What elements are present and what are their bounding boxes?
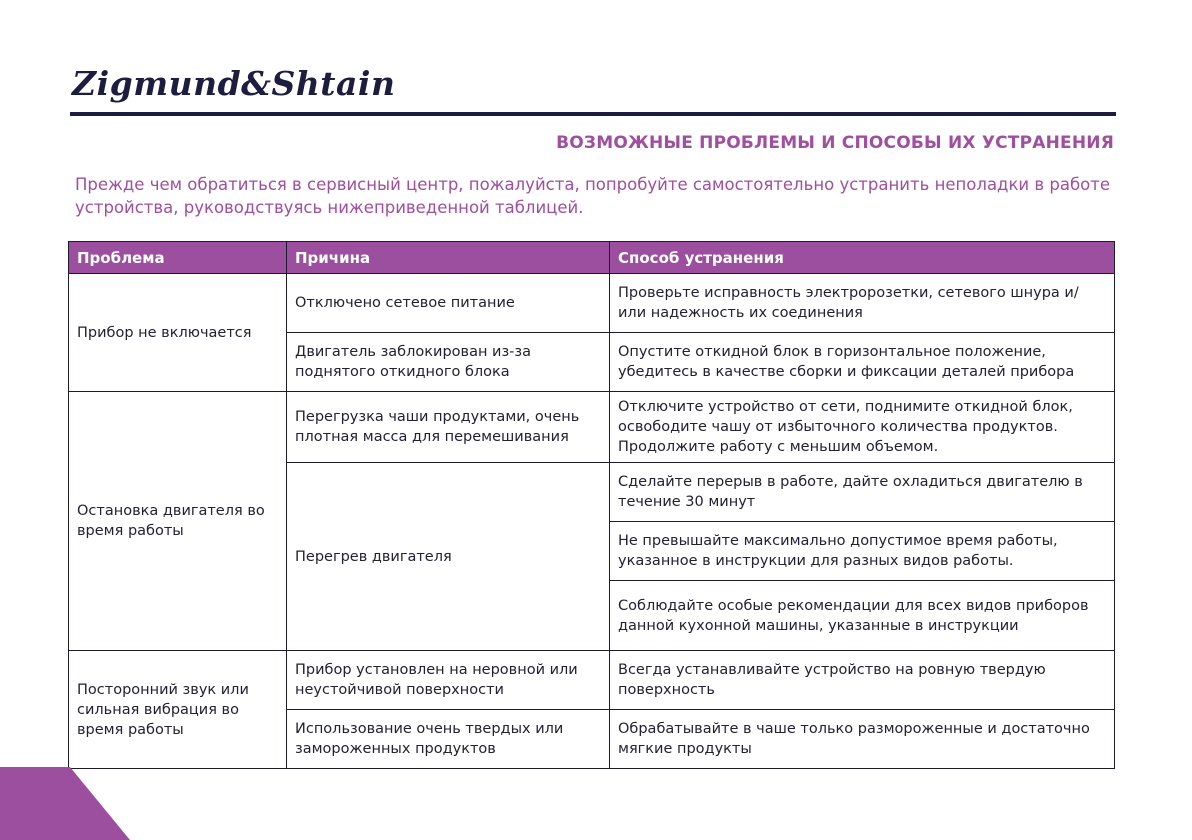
header-problem: Проблема [69,242,287,274]
problem-cell: Посторонний звук или сильная вибрация во время работы [69,651,287,769]
remedy-cell: Сделайте перерыв в работе, дайте охладиться двигателю в течение 30 минут [610,463,1115,522]
remedy-cell: Не превышайте максимально допустимое время работы, указанное в инструкции для разных видов работы. [610,522,1115,581]
problem-cell: Остановка двигателя во время работы [69,392,287,651]
header-cause: Причина [287,242,610,274]
cause-cell: Перегрев двигателя [287,463,610,651]
brand-logo: Zigmund&Shtain [72,64,396,103]
cause-cell: Отключено сетевое питание [287,274,610,333]
cause-cell: Перегрузка чаши продуктами, очень плотная масса для перемешивания [287,392,610,463]
remedy-cell: Опустите откидной блок в горизонтальное положение, убедитесь в качестве сборки и фиксации деталей прибора [610,333,1115,392]
table-header-row [69,242,1115,274]
table-row [69,274,1115,333]
remedy-cell: Обрабатывайте в чаше только размороженные и достаточно мягкие продукты [610,710,1115,769]
header-divider [70,112,1116,116]
cause-cell: Двигатель заблокирован из-за поднятого откидного блока [287,333,610,392]
remedy-cell: Всегда устанавливайте устройство на ровную твердую поверхность [610,651,1115,710]
table-row [69,392,1115,463]
intro-paragraph: Прежде чем обратиться в сервисный центр, пожалуйста, попробуйте самостоятельно устранить неполадки в работе устройства, руководствуясь нижеприведенной таблицей. [75,175,1110,217]
remedy-cell: Отключите устройство от сети, поднимите откидной блок, освободите чашу от избыточного количества продуктов. Продолжите работу с меньшим объемом. [610,392,1115,463]
remedy-cell: Проверьте исправность электророзетки, сетевого шнура и/или надежность их соединения [610,274,1115,333]
troubleshooting-table [68,241,1115,769]
cause-cell: Использование очень твердых или замороженных продуктов [287,710,610,769]
section-title: ВОЗМОЖНЫЕ ПРОБЛЕМЫ И СПОСОБЫ ИХ УСТРАНЕНИЯ [556,133,1114,153]
corner-decoration [0,767,130,840]
cause-cell: Прибор установлен на неровной или неустойчивой поверхности [287,651,610,710]
remedy-cell: Соблюдайте особые рекомендации для всех видов приборов данной кухонной машины, указанные в инструкции [610,581,1115,651]
problem-cell: Прибор не включается [69,274,287,392]
table-row [69,651,1115,710]
header-remedy: Способ устранения [610,242,1115,274]
